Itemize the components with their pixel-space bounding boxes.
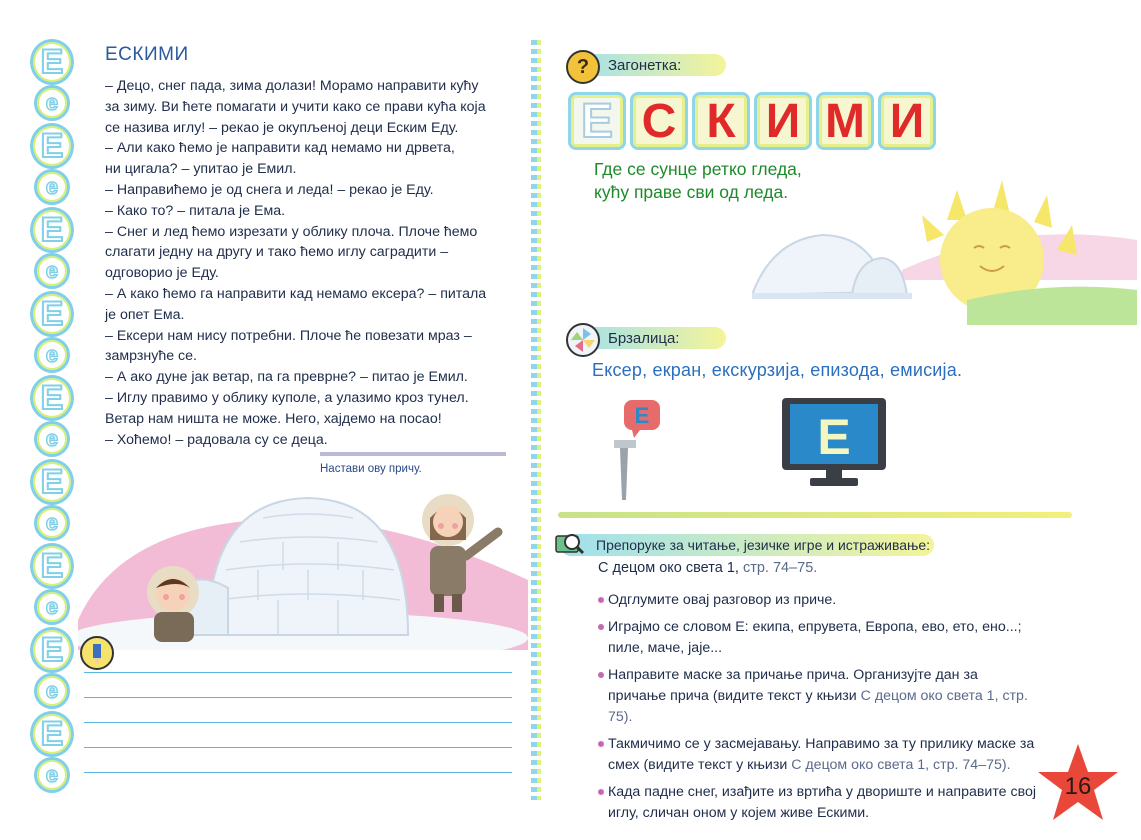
- answer-tile: И: [754, 92, 812, 150]
- margin-letter-glyph: Е: [30, 711, 74, 757]
- riddle-line: Где се сунце ретко гледа,: [594, 159, 802, 179]
- margin-letter-glyph: Е: [30, 543, 74, 589]
- margin-letter-glyph: Е: [30, 207, 74, 253]
- margin-letter: [30, 758, 74, 792]
- tongue-twister-label: Брзалица:: [570, 327, 726, 349]
- list-item-text: Када падне снег, изађите из вртића у двориште и направите свој иглу, сличан оном у којем живе Ескими.: [608, 784, 1037, 821]
- list-item: [598, 782, 1038, 824]
- book-reference: С децом око света 1, стр. 74–75).: [791, 757, 1011, 773]
- margin-letter: [30, 460, 74, 504]
- book-reference: С децом око света 1, стр. 75).: [608, 688, 1028, 725]
- answer-tile: С: [630, 92, 688, 150]
- story-line: – Ексери нам нису потребни. Плоче ће повезати мраз –: [105, 327, 472, 344]
- answer-tile: И: [878, 92, 936, 150]
- list-item: [598, 590, 1038, 611]
- answer-tile: Е: [568, 92, 626, 150]
- margin-letter: [30, 674, 74, 708]
- margin-letter-glyph: е: [34, 505, 70, 541]
- story-line: – Али како ћемо је направити кад немамо ни дрвета,: [105, 140, 455, 157]
- recommendations-list: [598, 590, 1038, 830]
- margin-letter: [30, 86, 74, 120]
- list-item: [598, 665, 1038, 728]
- margin-letter: [30, 506, 74, 540]
- margin-letter: [30, 254, 74, 288]
- bullet-icon: [598, 789, 604, 795]
- pencil-icon: [80, 636, 114, 670]
- sword-illustration: [606, 396, 676, 506]
- monitor-letter: Е: [817, 409, 851, 465]
- story-line: се назива иглу! – рекао је окупљеној деци Еским Еду.: [105, 119, 459, 136]
- margin-letter-glyph: е: [34, 337, 70, 373]
- story-line: за зиму. Ви ћете помагати и учити како се прави кућа која: [105, 98, 486, 115]
- margin-letter-glyph: Е: [30, 375, 74, 421]
- bullet-icon: [598, 597, 604, 603]
- list-item-text: Такмичимо се у засмејавању. Направимо за ту прилику маске за смех (видите текст у књизи: [608, 736, 1035, 773]
- answer-tile: М: [816, 92, 874, 150]
- riddle-label: Загонетка:: [570, 54, 726, 76]
- list-item: [598, 734, 1038, 776]
- page-number: 16: [1064, 773, 1092, 800]
- margin-letter-glyph: е: [34, 85, 70, 121]
- margin-letter-column: [30, 40, 76, 800]
- list-item-text: Одглумите овај разговор из приче.: [608, 592, 837, 608]
- margin-letter: [30, 170, 74, 204]
- page-number-star: [1036, 742, 1120, 826]
- story-line: – Хоћемо! – радовала су се деца.: [105, 431, 328, 448]
- margin-letter-glyph: Е: [30, 627, 74, 673]
- magnifier-book-icon: [554, 528, 586, 558]
- list-item-text: Играјмо се словом Е: екипа, епрувета, Европа, ево, ето, ено...; пиле, маче, јаје...: [608, 619, 1022, 656]
- writing-lines[interactable]: [84, 672, 512, 797]
- margin-letter: [30, 422, 74, 456]
- story-line: – Децо, снег пада, зима долази! Морамо направити кућу: [105, 78, 479, 94]
- bullet-icon: [598, 741, 604, 747]
- story-line: одговорио је Еду.: [105, 265, 219, 282]
- recommended-book: [598, 560, 817, 576]
- story-line: – А ако дуне јак ветар, па га преврне? – питао је Емил.: [105, 369, 468, 386]
- margin-letter-glyph: е: [34, 757, 70, 793]
- margin-letter: [30, 544, 74, 588]
- margin-letter-glyph: Е: [30, 459, 74, 505]
- story-line: слагати једну на другу и тако ћемо иглу саградити –: [105, 244, 449, 261]
- bullet-icon: [598, 672, 604, 678]
- bullet-icon: [598, 624, 604, 630]
- book-pages: стр. 74–75.: [738, 560, 818, 576]
- story-line: Ветар нам ништа не може. Него, хајдемо на посао!: [105, 410, 442, 427]
- margin-letter: [30, 40, 74, 84]
- answer-tile: К: [692, 92, 750, 150]
- story-text: [105, 76, 525, 450]
- riddle-line: кућу праве сви од леда.: [594, 182, 789, 202]
- margin-letter-glyph: е: [34, 673, 70, 709]
- margin-letter: [30, 628, 74, 672]
- margin-letter: [30, 208, 74, 252]
- igloo-sun-illustration: [752, 180, 1137, 330]
- story-line: је опет Ема.: [105, 306, 185, 323]
- story-line: замрзнуће се.: [105, 348, 197, 365]
- question-mark-icon: ?: [566, 50, 600, 84]
- story-line: ни цигала? – упитао је Емил.: [105, 161, 297, 178]
- margin-letter-glyph: е: [34, 589, 70, 625]
- margin-letter-glyph: Е: [30, 39, 74, 85]
- monitor-illustration: [780, 396, 888, 488]
- center-divider-accent: [537, 40, 541, 800]
- answer-tiles: [568, 92, 936, 150]
- margin-letter-glyph: Е: [30, 291, 74, 337]
- list-item: [598, 617, 1038, 659]
- story-line: – Снег и лед ћемо изрезати у облику плоча. Плоче ћемо: [105, 223, 478, 240]
- margin-letter-glyph: Е: [30, 123, 74, 169]
- margin-letter: [30, 376, 74, 420]
- section-rule: [558, 512, 1072, 518]
- recommendations-label: Препоруке за читање, језичке игре и истраживање:: [560, 534, 934, 556]
- list-item-text: Направите маске за причање прича. Организујте дан за причање прича (видите текст у књизи: [608, 667, 978, 704]
- margin-letter: [30, 292, 74, 336]
- story-line: – Иглу правимо у облику куполе, а улазимо кроз тунел.: [105, 389, 469, 406]
- sword-letter: Е: [634, 403, 650, 428]
- continue-prompt: Настави ову причу.: [320, 463, 422, 475]
- igloo-kids-illustration: [78, 470, 528, 650]
- story-line: – Како то? – питала је Ема.: [105, 202, 286, 219]
- story-line: – Направићемо је од снега и леда! – рекао је Еду.: [105, 181, 434, 198]
- pinwheel-icon: [566, 323, 600, 357]
- margin-letter: [30, 712, 74, 756]
- divider-bar: [320, 452, 506, 456]
- margin-letter-glyph: е: [34, 253, 70, 289]
- story-line: – А како ћемо га направити кад немамо ексера? – питала: [105, 285, 487, 302]
- margin-letter: [30, 124, 74, 168]
- story-title: ЕСКИМИ: [105, 44, 189, 65]
- book-title: С децом око света 1,: [598, 560, 739, 576]
- margin-letter-glyph: е: [34, 421, 70, 457]
- margin-letter: [30, 590, 74, 624]
- tongue-twister-text: Ексер, екран, екскурзија, епизода, емисија.: [592, 360, 963, 380]
- margin-letter: [30, 338, 74, 372]
- margin-letter-glyph: е: [34, 169, 70, 205]
